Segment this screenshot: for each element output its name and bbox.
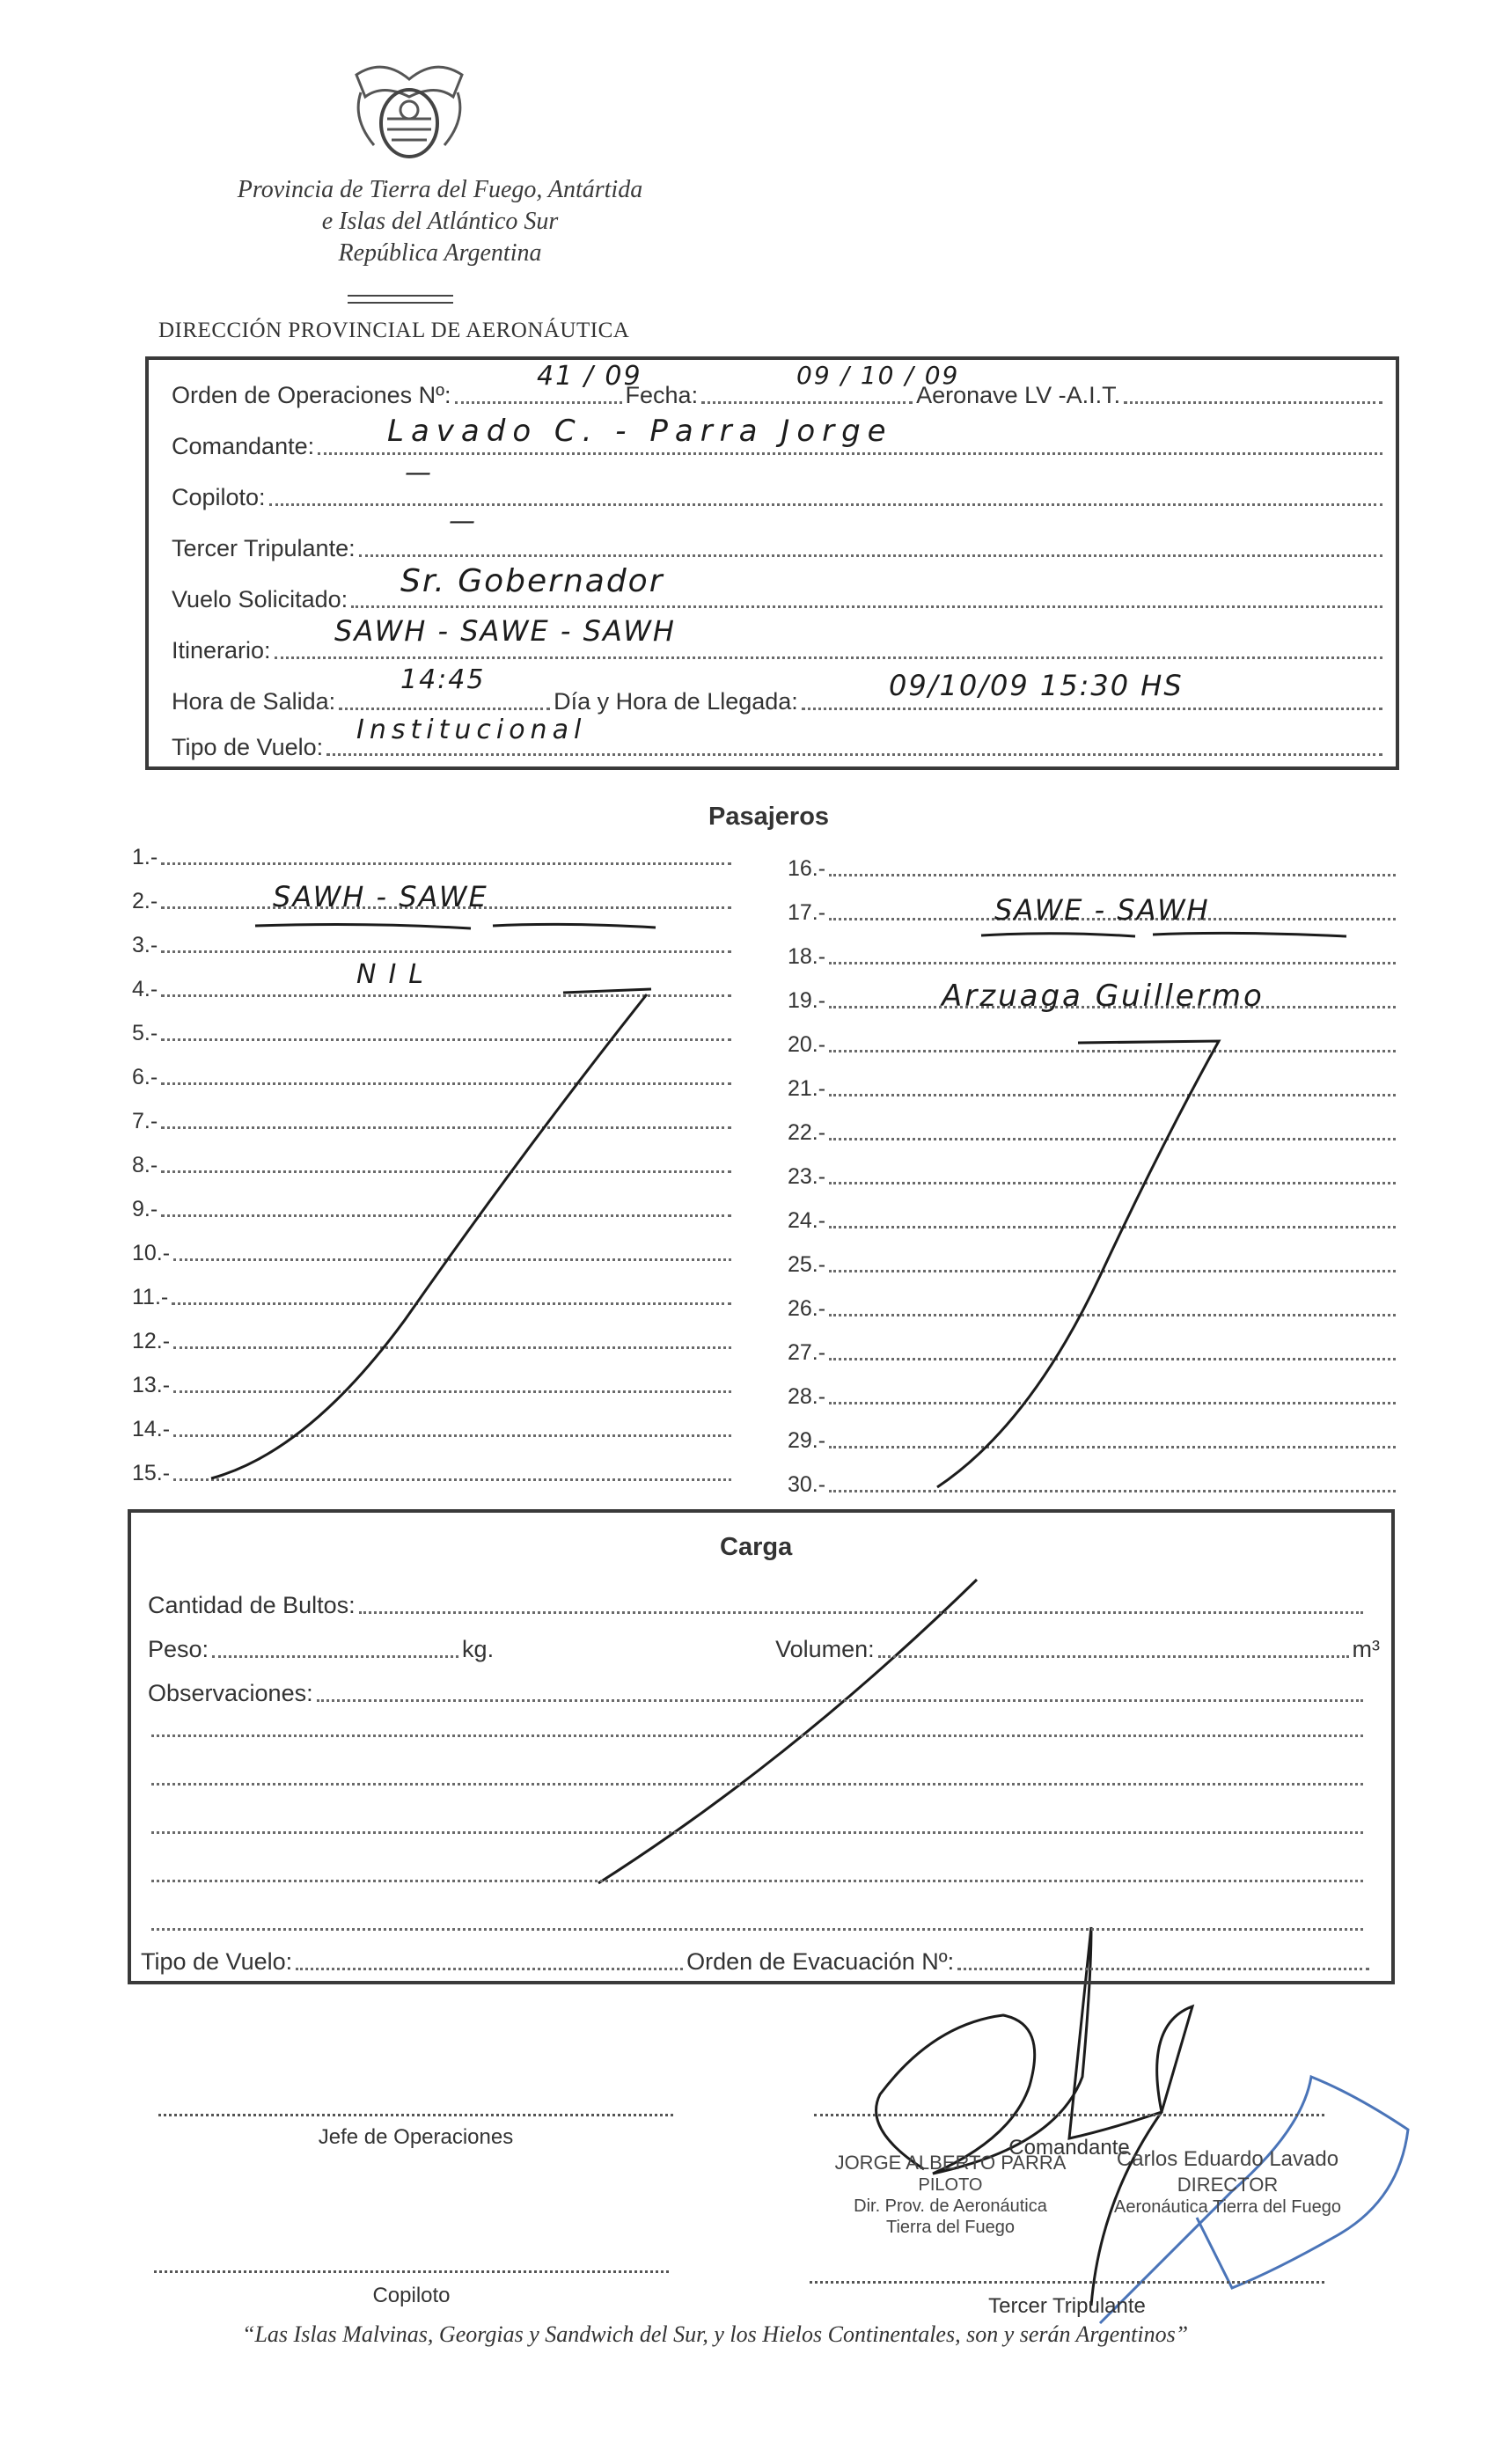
comandante-value: Lavado C. - Parra Jorge — [387, 414, 893, 449]
pasajero-number: 22.- — [788, 1120, 826, 1145]
pasajero-number: 9.- — [132, 1197, 158, 1221]
pax-19-value: Arzuaga Guillermo — [942, 979, 1265, 1014]
pasajero-number: 21.- — [788, 1076, 826, 1101]
stamp-lavado-role: DIRECTOR — [1177, 2174, 1279, 2196]
vuelo-label: Vuelo Solicitado: — [172, 586, 348, 612]
jefe-label: Jefe de Operaciones — [318, 2125, 514, 2149]
tipo-value: Institucional — [356, 715, 587, 745]
tercer-value: — — [449, 506, 477, 537]
pasajero-number: 17.- — [788, 900, 826, 925]
llegada-label: Día y Hora de Llegada: — [554, 688, 798, 715]
copiloto-signature-line — [154, 2270, 669, 2273]
pax-17-value: SAWE - SAWH — [994, 893, 1210, 927]
pax-4-value: NIL — [356, 959, 436, 990]
peso-label: Peso: — [148, 1636, 209, 1662]
salida-label: Hora de Salida: — [172, 688, 336, 715]
vuelo-value: Sr. Gobernador — [400, 563, 664, 599]
stamp-parra-name: JORGE ALBERTO PARRA — [834, 2152, 1067, 2174]
tercer-label: Tercer Tripulante: — [172, 535, 356, 561]
pasajero-number: 3.- — [132, 933, 158, 957]
volumen-label: Volumen: — [775, 1636, 875, 1662]
pasajero-number: 12.- — [132, 1329, 171, 1353]
header-province: Provincia de Tierra del Fuego, Antártida — [237, 176, 643, 203]
pasajero-number: 4.- — [132, 977, 158, 1001]
pasajero-number: 2.- — [132, 889, 158, 913]
pasajero-number: 7.- — [132, 1109, 158, 1133]
pasajero-number: 19.- — [788, 988, 826, 1013]
pasajero-number: 1.- — [132, 845, 158, 869]
pasajero-number: 16.- — [788, 856, 826, 881]
pasajero-number: 8.- — [132, 1153, 158, 1177]
volumen-unit: m³ — [1352, 1636, 1380, 1662]
tipo-label: Tipo de Vuelo: — [172, 734, 324, 760]
carga-title: Carga — [720, 1533, 793, 1561]
pasajero-number: 6.- — [132, 1065, 158, 1089]
aeronave-label: Aeronave LV -A.I.T. — [916, 382, 1121, 408]
pasajero-number: 13.- — [132, 1373, 171, 1397]
pasajero-number: 23.- — [788, 1164, 826, 1189]
pasajero-number: 26.- — [788, 1296, 826, 1321]
bultos-label: Cantidad de Bultos: — [148, 1592, 356, 1618]
copiloto-label: Copiloto: — [172, 484, 266, 510]
header-islands: e Islas del Atlántico Sur — [321, 208, 559, 235]
pasajero-number: 24.- — [788, 1208, 826, 1233]
itinerario-value: SAWH - SAWE - SAWH — [334, 614, 676, 648]
orden-value: 41 / 09 — [537, 361, 642, 392]
pasajero-number: 25.- — [788, 1252, 826, 1277]
pasajero-number: 20.- — [788, 1032, 826, 1057]
observaciones-label: Observaciones: — [148, 1680, 313, 1706]
header-republic: República Argentina — [338, 239, 542, 267]
pasajeros-title: Pasajeros — [708, 803, 830, 831]
itinerario-label: Itinerario: — [172, 637, 271, 664]
pasajero-number: 28.- — [788, 1384, 826, 1409]
comandante-signature-line — [814, 2114, 1324, 2116]
peso-unit: kg. — [462, 1636, 495, 1662]
pasajero-number: 29.- — [788, 1428, 826, 1453]
fecha-label: Fecha: — [625, 382, 699, 408]
salida-value: 14:45 — [400, 664, 486, 695]
tercer-label: Tercer Tripulante — [988, 2294, 1146, 2318]
stamp-lavado-name: Carlos Eduardo Lavado — [1116, 2147, 1339, 2171]
pax-2-value: SAWH - SAWE — [273, 880, 488, 913]
pasajero-number: 5.- — [132, 1021, 158, 1045]
carga-tipo-label: Tipo de Vuelo: — [141, 1948, 293, 1975]
motto: “Las Islas Malvinas, Georgias y Sandwich del Sur, y los Hielos Continentales, son y serán Argentinos” — [242, 2321, 1189, 2347]
stamp-parra-org1: Dir. Prov. de Aeronáutica — [854, 2196, 1047, 2216]
pasajero-number: 27.- — [788, 1340, 826, 1365]
llegada-value: 09/10/09 15:30 HS — [889, 669, 1184, 702]
copiloto-label: Copiloto — [372, 2284, 451, 2307]
direction-title: DIRECCIÓN PROVINCIAL DE AERONÁUTICA — [158, 319, 630, 342]
pasajero-number: 18.- — [788, 944, 826, 969]
pasajero-number: 14.- — [132, 1417, 171, 1441]
pasajero-number: 30.- — [788, 1472, 826, 1497]
comandante-label: Comandante — [1008, 2136, 1130, 2160]
stamp-parra-role: PILOTO — [918, 2175, 983, 2195]
pasajero-number: 10.- — [132, 1241, 171, 1265]
stamp-lavado-org: Aeronáutica Tierra del Fuego — [1114, 2197, 1341, 2217]
orden-label: Orden de Operaciones Nº: — [172, 382, 451, 408]
copiloto-value: — — [405, 458, 433, 488]
stamp-parra-org2: Tierra del Fuego — [886, 2218, 1015, 2237]
fecha-value: 09 / 10 / 09 — [796, 361, 960, 390]
pasajero-number: 11.- — [132, 1285, 169, 1309]
jefe-signature-line — [158, 2114, 673, 2116]
tercer-signature-line — [810, 2281, 1324, 2284]
comandante-label: Comandante: — [172, 433, 315, 459]
pasajero-number: 15.- — [132, 1461, 171, 1485]
evacuacion-label: Orden de Evacuación Nº: — [686, 1948, 955, 1975]
